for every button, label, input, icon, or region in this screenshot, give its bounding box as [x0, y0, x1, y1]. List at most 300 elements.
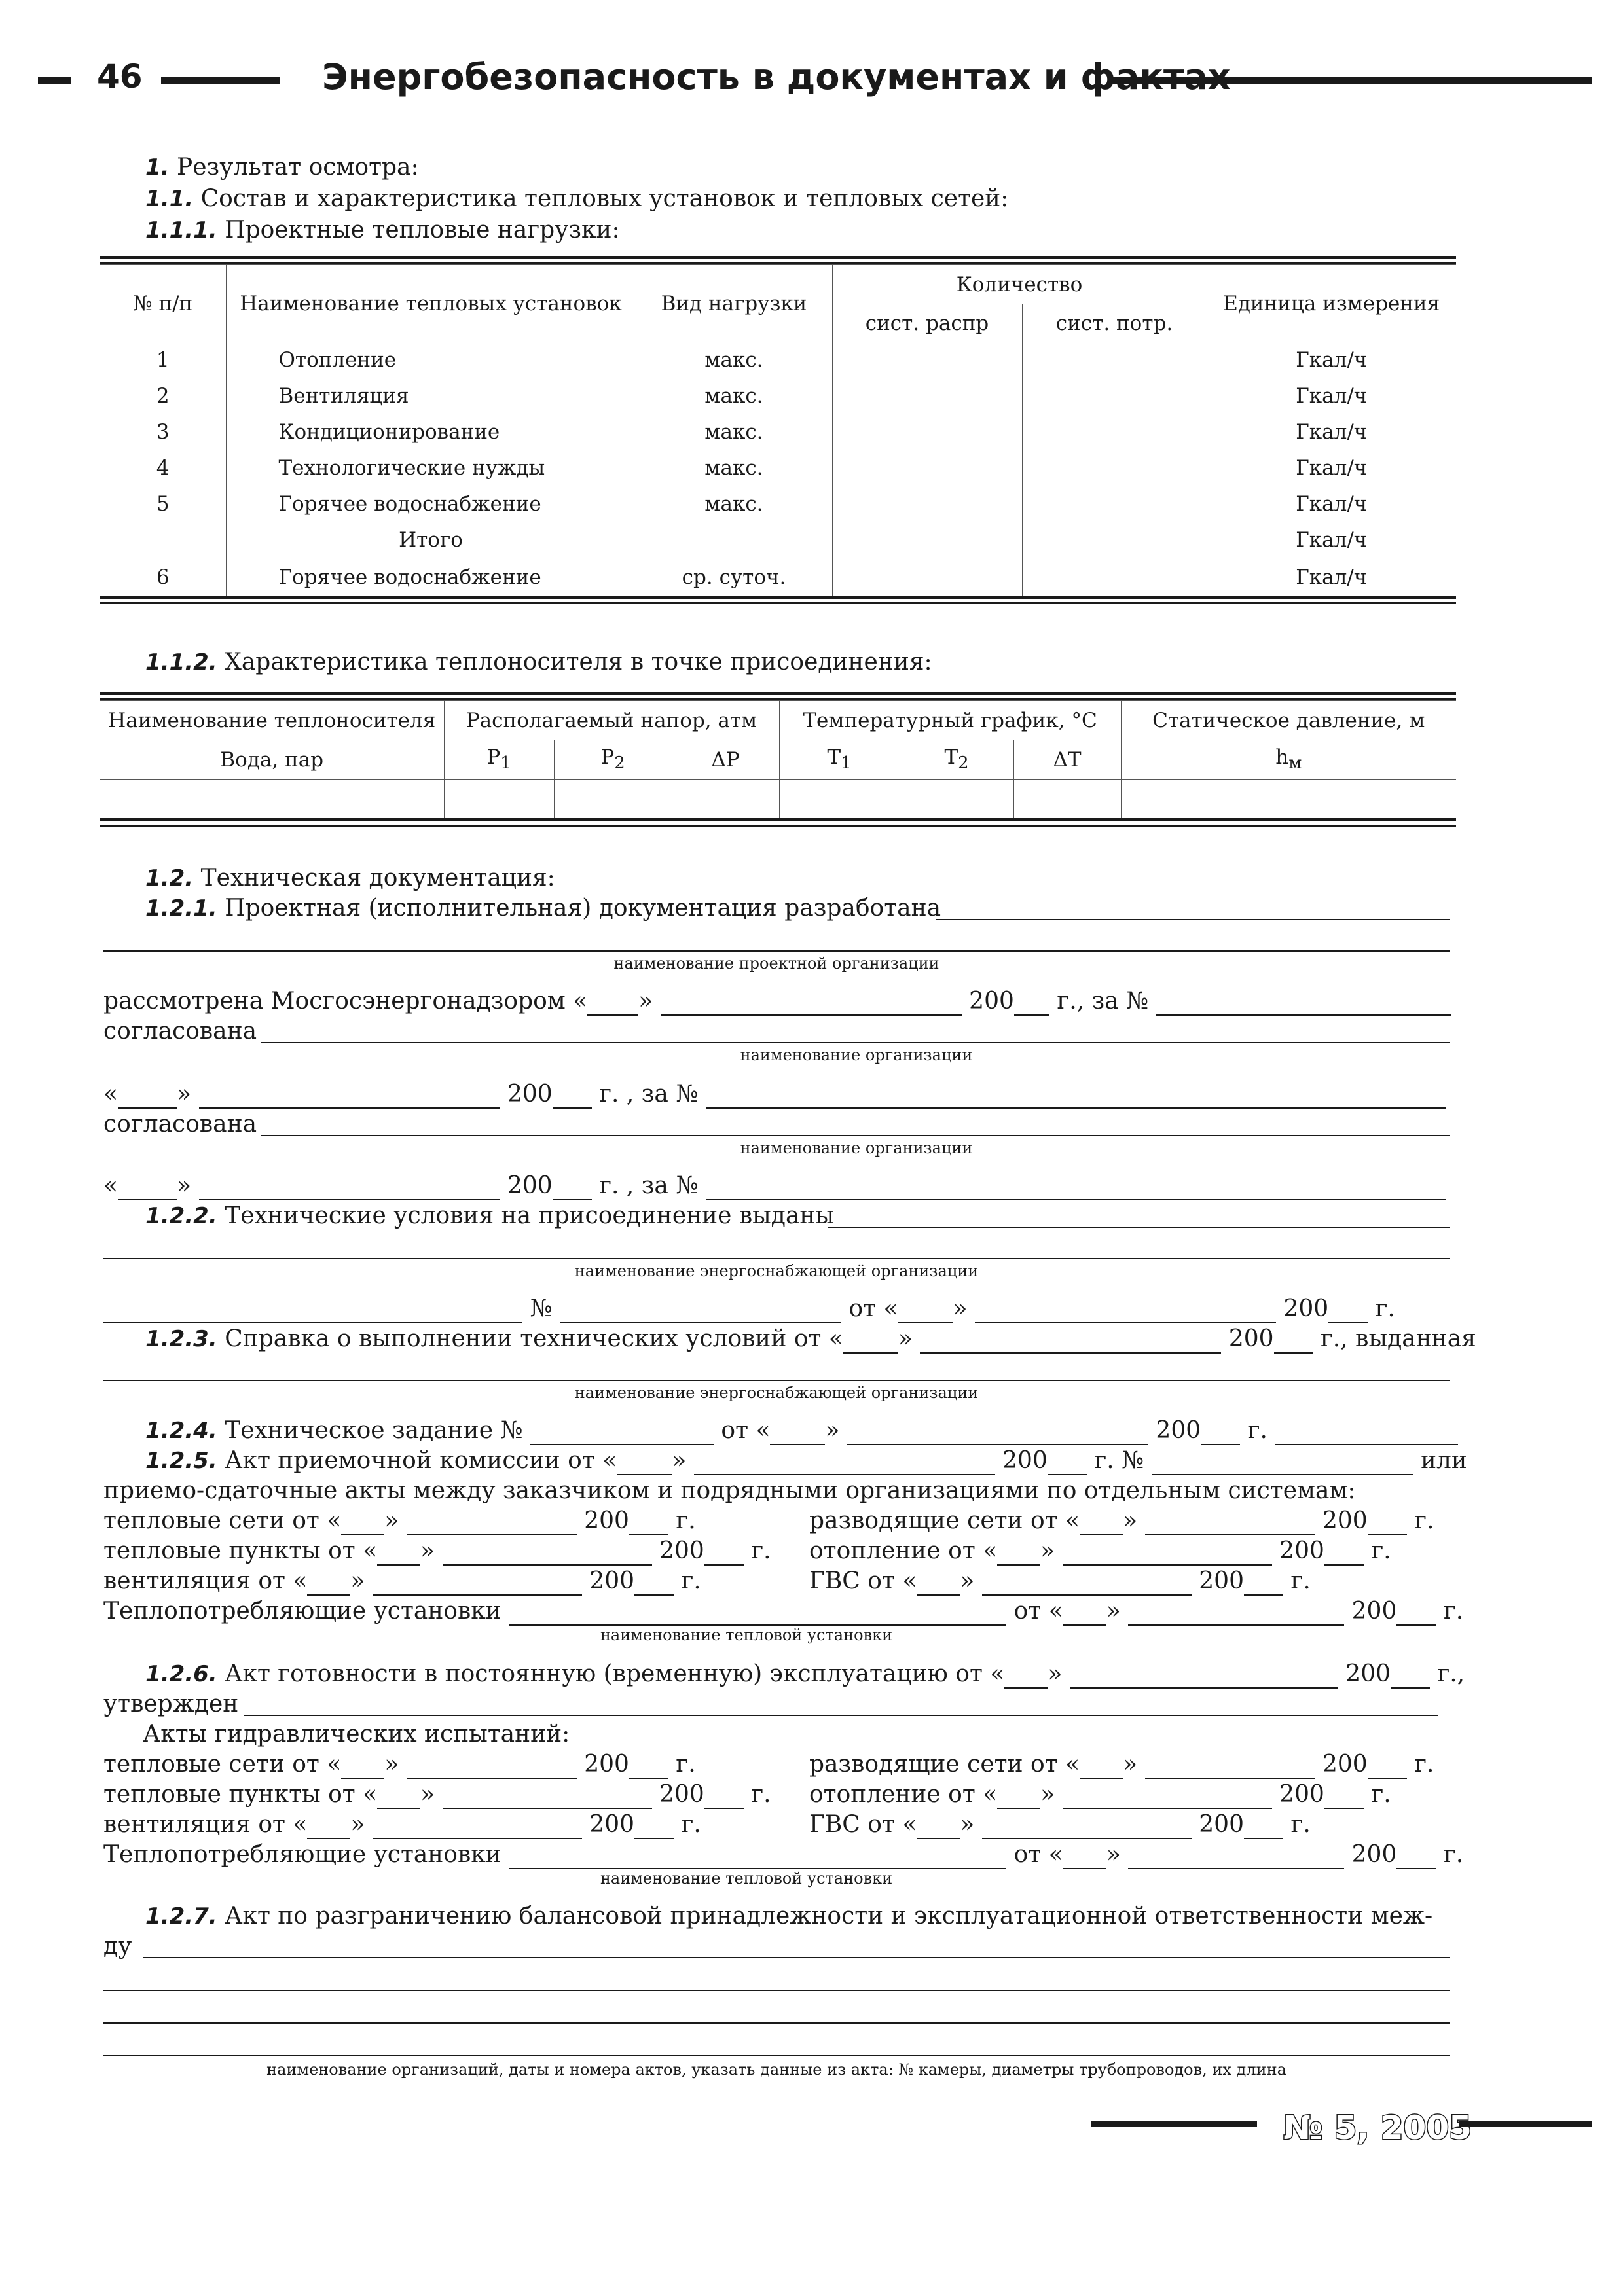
line-acceptance: приемо-сдаточные акты между заказчиком и подрядными организациями по отдельным системам:: [103, 1477, 1356, 1504]
line-heat-nets-2: [103, 1750, 696, 1779]
header-rule-left: [38, 77, 71, 84]
year-prefix: 200: [1322, 1751, 1368, 1778]
line-date-1: [103, 1080, 1446, 1109]
blank-year[interactable]: [634, 1572, 674, 1596]
blank-month[interactable]: [1128, 1602, 1344, 1626]
caption-project-org: наименование проектной организации: [613, 954, 939, 973]
blank-month[interactable]: [199, 1085, 500, 1109]
header-rule-right: [1113, 77, 1592, 84]
cell-empty: [554, 780, 672, 819]
table2-bottom-rule: [100, 818, 1456, 827]
blank-energy-org-2[interactable]: [103, 1380, 1450, 1381]
blank-month[interactable]: [443, 1542, 652, 1566]
heading-1: [145, 153, 419, 182]
table1-top-rule: [100, 256, 1456, 264]
blank-month[interactable]: [407, 1755, 577, 1779]
ventilation-label: вентиляция от «: [103, 1568, 308, 1594]
agreed-label: согласована: [103, 1018, 257, 1045]
table1-bottom-rule: [100, 596, 1456, 604]
quote-close: »: [350, 1811, 365, 1838]
cell-t2: [900, 740, 1013, 780]
col-header-sys-dist: сист. распр: [832, 304, 1022, 342]
blank-year[interactable]: [1368, 1755, 1407, 1779]
blank-number[interactable]: [1156, 992, 1451, 1016]
caption-installation-2: наименование тепловой установки: [600, 1869, 893, 1888]
table-row: [100, 414, 1456, 450]
cell-unit: Гкал/ч: [1207, 486, 1456, 522]
blank-month[interactable]: [1128, 1846, 1344, 1869]
col-header-num: № п/п: [100, 265, 226, 342]
cell-name: Итого: [226, 522, 636, 558]
t-symbol: T: [827, 745, 841, 770]
blank-day[interactable]: [997, 1542, 1040, 1566]
blank-year[interactable]: [634, 1816, 674, 1839]
blank-agreed-2[interactable]: [261, 1135, 1450, 1136]
quote-close: »: [1123, 1751, 1138, 1778]
line-agreed-1: [103, 1017, 257, 1046]
gvs-label: ГВС от «: [809, 1568, 917, 1594]
t2-subscript: 2: [958, 753, 969, 774]
blank-month[interactable]: [1063, 1785, 1272, 1809]
line-gvs: [809, 1567, 1311, 1596]
cell-empty: [672, 780, 779, 819]
blank-installation[interactable]: [509, 1602, 1006, 1626]
blank-day[interactable]: [917, 1816, 960, 1839]
col-header-load-type: Вид нагрузки: [636, 265, 832, 342]
blank-month[interactable]: [443, 1785, 652, 1809]
g-label: г.: [1414, 1751, 1434, 1778]
line-heating: [809, 1537, 1391, 1566]
cell-type: ср. суточ.: [636, 558, 832, 596]
quote-close: »: [1123, 1507, 1138, 1534]
blank-month[interactable]: [199, 1177, 500, 1200]
year-prefix: 200: [1351, 1598, 1397, 1624]
p1-subscript: 1: [500, 753, 511, 774]
cell-num: 4: [100, 450, 226, 486]
col-header-sys-cons: сист. потр.: [1022, 304, 1207, 342]
line-tu-number: [103, 1295, 1395, 1323]
cell-name: Технологические нужды: [226, 450, 636, 486]
g-issued-label: г., выданная: [1320, 1325, 1476, 1352]
heading-1-2-5-text: Акт приемочной комиссии от «: [225, 1447, 617, 1474]
cell-cons: [1022, 450, 1207, 486]
blank-day[interactable]: [1063, 1602, 1106, 1626]
table-row: [100, 558, 1456, 596]
line-1-2-2: [145, 1202, 834, 1230]
t1-subscript: 1: [841, 753, 852, 774]
g-za-label: г., за №: [1057, 988, 1149, 1014]
cell-name: Вентиляция: [226, 378, 636, 414]
g-label: г.: [1414, 1507, 1434, 1534]
year-prefix: 200: [589, 1568, 635, 1594]
blank-year[interactable]: [704, 1785, 744, 1809]
blank-month[interactable]: [982, 1816, 1192, 1839]
heading-1-2: [145, 864, 555, 893]
h-symbol: h: [1275, 745, 1289, 770]
quote-close: »: [953, 1295, 968, 1322]
heating-label: отопление от «: [809, 1537, 998, 1564]
line-heat-points: [103, 1537, 771, 1566]
heat-loads-table: [100, 264, 1456, 596]
page-number: 46: [97, 58, 143, 96]
heading-1-1-text: Состав и характеристика тепловых установок и тепловых сетей:: [200, 185, 1009, 212]
cell-cons: [1022, 486, 1207, 522]
blank-month[interactable]: [982, 1572, 1192, 1596]
cell-type: макс.: [636, 486, 832, 522]
cell-dist: [832, 378, 1022, 414]
line-heat-nets: [103, 1507, 696, 1535]
blank-tu-issued[interactable]: [828, 1227, 1450, 1228]
line-1-2-5: [145, 1446, 1467, 1475]
cell-type: макс.: [636, 378, 832, 414]
year-prefix: 200: [659, 1781, 704, 1808]
blank-project-org[interactable]: [103, 950, 1450, 952]
quote-close: »: [420, 1781, 435, 1808]
blank-org[interactable]: [103, 1300, 522, 1323]
year-prefix: 200: [1283, 1295, 1329, 1322]
blank-month[interactable]: [694, 1452, 995, 1475]
blank-day[interactable]: [341, 1512, 384, 1535]
cell-dist: [832, 486, 1022, 522]
blank-day[interactable]: [617, 1452, 672, 1475]
cell-unit: Гкал/ч: [1207, 450, 1456, 486]
line-1-2-6: [145, 1660, 1465, 1689]
heading-1-2-7-number: 1.2.7.: [145, 1903, 217, 1929]
cell-num: 3: [100, 414, 226, 450]
blank-day[interactable]: [377, 1785, 420, 1809]
line-date-2: [103, 1172, 1446, 1200]
cell-name: Отопление: [226, 342, 636, 378]
line-dist-nets: [809, 1507, 1434, 1535]
blank-extra[interactable]: [1275, 1422, 1458, 1445]
blank-number[interactable]: [530, 1422, 714, 1445]
blank-agreed-1[interactable]: [261, 1042, 1450, 1043]
blank-day[interactable]: [997, 1785, 1040, 1809]
cell-dist: [832, 342, 1022, 378]
line-ventilation: [103, 1567, 701, 1596]
blank-balance-1[interactable]: [143, 1957, 1450, 1958]
g-label: г.: [1290, 1811, 1311, 1838]
blank-year[interactable]: [1048, 1452, 1087, 1475]
cell-num: [100, 522, 226, 558]
blank-year[interactable]: [553, 1085, 592, 1109]
blank-month[interactable]: [1063, 1542, 1272, 1566]
cell-empty: [444, 780, 554, 819]
cell-dt: ΔT: [1013, 740, 1121, 780]
cell-unit: Гкал/ч: [1207, 342, 1456, 378]
table-row: [100, 378, 1456, 414]
cell-cons: [1022, 414, 1207, 450]
line-1-2-3: [145, 1325, 1476, 1354]
heat-nets-label: тепловые сети от «: [103, 1507, 342, 1534]
caption-energy-org-1: наименование энергоснабжающей организации: [574, 1262, 979, 1280]
line-consumers-1: [103, 1597, 1463, 1626]
cell-cons: [1022, 558, 1207, 596]
blank-month[interactable]: [1145, 1755, 1315, 1779]
from-label: от «: [721, 1417, 771, 1444]
consumers-label: Теплопотребляющие установки: [103, 1598, 501, 1624]
year-prefix: 200: [1279, 1781, 1324, 1808]
g-label: г.: [1375, 1295, 1395, 1322]
line-ventilation-2: [103, 1810, 701, 1839]
blank-number[interactable]: [560, 1300, 841, 1323]
year-prefix: 200: [584, 1751, 629, 1778]
blank-year[interactable]: [1324, 1785, 1364, 1809]
blank-year[interactable]: [1324, 1542, 1364, 1566]
line-heating-2: [809, 1780, 1391, 1809]
quote-close: »: [177, 1172, 192, 1199]
consumers-label: Теплопотребляющие установки: [103, 1841, 501, 1868]
g-no-label: г. №: [1094, 1447, 1144, 1474]
blank-year[interactable]: [1274, 1330, 1313, 1354]
g-label: г.: [681, 1568, 701, 1594]
heading-1-text: Результат осмотра:: [177, 154, 419, 181]
blank-year[interactable]: [553, 1177, 592, 1200]
year-prefix: 200: [1002, 1447, 1048, 1474]
table2-top-rule: [100, 692, 1456, 700]
coolant-table: [100, 700, 1456, 819]
g-label: г.: [1290, 1568, 1311, 1594]
year-prefix: 200: [1279, 1537, 1324, 1564]
heading-1-2-2-text: Технические условия на присоединение выданы: [225, 1202, 835, 1229]
cell-empty: [779, 780, 900, 819]
heading-1-1-1-text: Проектные тепловые нагрузки:: [225, 217, 620, 243]
cell-dist: [832, 414, 1022, 450]
heading-1-2-5-number: 1.2.5.: [145, 1448, 217, 1474]
col-header-quantity: Количество: [832, 265, 1207, 304]
heading-1-1: [145, 185, 1008, 213]
p-symbol: P: [486, 745, 501, 770]
blank-year[interactable]: [1396, 1846, 1436, 1869]
cell-num: 2: [100, 378, 226, 414]
cell-dist: [832, 450, 1022, 486]
g-za-label: г. , за №: [599, 1172, 699, 1199]
from-label: от «: [1013, 1841, 1063, 1868]
blank-year[interactable]: [629, 1512, 668, 1535]
table-row: [100, 780, 1456, 819]
blank-day[interactable]: [118, 1177, 177, 1200]
blank-month[interactable]: [920, 1330, 1221, 1354]
heading-1-2-number: 1.2.: [145, 865, 194, 891]
g-label: г.: [1371, 1781, 1391, 1808]
col-header-unit: Единица измерения: [1207, 265, 1456, 342]
cell-dist: [832, 558, 1022, 596]
blank-month[interactable]: [975, 1300, 1276, 1323]
blank-installation[interactable]: [509, 1846, 1006, 1869]
blank-day[interactable]: [917, 1572, 960, 1596]
blank-month[interactable]: [1070, 1665, 1338, 1689]
approved-label: утвержден: [103, 1691, 239, 1717]
blank-day[interactable]: [587, 992, 638, 1016]
heading-1-2-1-number: 1.2.1.: [145, 895, 217, 922]
quote-close: »: [420, 1537, 435, 1564]
year-prefix: 200: [1156, 1417, 1201, 1444]
blank-approved[interactable]: [244, 1715, 1438, 1716]
footer-rule-right: [1459, 2121, 1592, 2127]
col-header-static: Статическое давление, м: [1121, 701, 1456, 740]
from-label: от «: [1013, 1598, 1063, 1624]
heading-1-2-2-number: 1.2.2.: [145, 1203, 217, 1229]
line-1-2-1: [145, 894, 941, 923]
blank-year[interactable]: [1396, 1602, 1436, 1626]
year-prefix: 200: [1322, 1507, 1368, 1534]
year-prefix: 200: [1199, 1811, 1244, 1838]
issue-number: № 5, 2005: [1283, 2109, 1472, 2147]
g-label: г.: [751, 1537, 771, 1564]
blank-year[interactable]: [1368, 1512, 1407, 1535]
open-quote: «: [103, 1081, 119, 1107]
dist-nets-label: разводящие сети от «: [809, 1751, 1080, 1778]
blank-month[interactable]: [847, 1422, 1148, 1445]
heading-1-1-number: 1.1.: [145, 186, 194, 212]
p2-subscript: 2: [614, 753, 625, 774]
heading-1-1-2: [145, 648, 932, 677]
cell-unit: Гкал/ч: [1207, 558, 1456, 596]
g-label: г.: [1443, 1598, 1464, 1624]
col-header-name: Наименование тепловых установок: [226, 265, 636, 342]
blank-month[interactable]: [407, 1512, 577, 1535]
line-1-2-4: [145, 1416, 1458, 1445]
line-dist-nets-2: [809, 1750, 1434, 1779]
blank-year[interactable]: [629, 1755, 668, 1779]
heading-1-2-4-text: Техническое задание №: [225, 1417, 523, 1444]
cell-name: Кондиционирование: [226, 414, 636, 450]
cell-unit: Гкал/ч: [1207, 378, 1456, 414]
blank-day[interactable]: [307, 1572, 350, 1596]
blank-month[interactable]: [1145, 1512, 1315, 1535]
year-prefix: 200: [659, 1537, 704, 1564]
heat-points-label: тепловые пункты от «: [103, 1781, 378, 1808]
blank-project-dev[interactable]: [936, 919, 1450, 920]
blank-year[interactable]: [1328, 1300, 1368, 1323]
heading-1-2-1-text: Проектная (исполнительная) документация разработана: [225, 895, 941, 922]
cell-name: Горячее водоснабжение: [226, 486, 636, 522]
blank-number[interactable]: [1152, 1452, 1413, 1475]
blank-day[interactable]: [770, 1422, 825, 1445]
blank-energy-org-1[interactable]: [103, 1258, 1450, 1259]
blank-day[interactable]: [377, 1542, 420, 1566]
cell-type: макс.: [636, 450, 832, 486]
cell-name: Горячее водоснабжение: [226, 558, 636, 596]
year-prefix: 200: [507, 1172, 553, 1199]
blank-month[interactable]: [373, 1816, 582, 1839]
heading-1-2-6-number: 1.2.6.: [145, 1661, 217, 1687]
no-label: №: [530, 1295, 553, 1322]
heating-label: отопление от «: [809, 1781, 998, 1808]
year-prefix: 200: [969, 988, 1014, 1014]
t-symbol: T: [944, 745, 958, 770]
line-consumers-2: [103, 1840, 1463, 1869]
blank-number[interactable]: [706, 1177, 1446, 1200]
blank-month[interactable]: [373, 1572, 582, 1596]
footer-rule-left: [1091, 2121, 1257, 2127]
heading-1-2-4-number: 1.2.4.: [145, 1418, 217, 1444]
year-prefix: 200: [507, 1081, 553, 1107]
line-agreed-2: [103, 1110, 257, 1139]
cell-num: 5: [100, 486, 226, 522]
caption-final: наименование организаций, даты и номера актов, указать данные из акта: № камеры, диаметры трубопроводов, их длина: [266, 2060, 1286, 2079]
g-za-label: г. , за №: [599, 1081, 699, 1107]
cell-type: макс.: [636, 414, 832, 450]
table-row: [100, 450, 1456, 486]
heading-1-2-7-text: Акт по разграничению балансовой принадлежности и эксплуатационной ответственности меж-: [225, 1903, 1433, 1929]
g-label: г.: [1443, 1841, 1464, 1868]
reviewed-label: рассмотрена Мосгосэнергонадзором «: [103, 988, 588, 1014]
cell-empty: [1013, 780, 1121, 819]
blank-year[interactable]: [1014, 992, 1049, 1016]
journal-title: Энергобезопасность в документах и фактах: [322, 56, 1231, 98]
heading-1-2-3-text: Справка о выполнении технических условий от «: [225, 1325, 843, 1352]
quote-close: »: [350, 1568, 365, 1594]
blank-year[interactable]: [704, 1542, 744, 1566]
p-symbol: P: [600, 745, 615, 770]
quote-close: »: [960, 1568, 975, 1594]
quote-close: »: [825, 1417, 840, 1444]
agreed-label: согласована: [103, 1111, 257, 1138]
caption-installation-1: наименование тепловой установки: [600, 1626, 893, 1644]
table-row: [100, 486, 1456, 522]
blank-day[interactable]: [843, 1330, 898, 1354]
blank-year[interactable]: [1244, 1572, 1283, 1596]
blank-day[interactable]: [341, 1755, 384, 1779]
caption-org-1: наименование организации: [740, 1046, 973, 1064]
blank-month[interactable]: [661, 992, 962, 1016]
year-prefix: 200: [1345, 1660, 1391, 1687]
line-hydraulic: Акты гидравлических испытаний:: [143, 1721, 570, 1748]
quote-close: »: [960, 1811, 975, 1838]
blank-day[interactable]: [898, 1300, 953, 1323]
line-approved: [103, 1690, 238, 1719]
or-label: или: [1421, 1447, 1467, 1474]
blank-year[interactable]: [1201, 1422, 1240, 1445]
quote-close: »: [1106, 1598, 1121, 1624]
blank-day[interactable]: [1063, 1846, 1106, 1869]
blank-balance-2[interactable]: [103, 1990, 1450, 1991]
cell-empty: [1121, 780, 1456, 819]
blank-day[interactable]: [307, 1816, 350, 1839]
cell-p2: [554, 740, 672, 780]
cell-type: макс.: [636, 342, 832, 378]
table-row: [100, 342, 1456, 378]
open-quote: «: [103, 1172, 119, 1199]
quote-close: »: [1048, 1660, 1063, 1687]
cell-cons: [1022, 342, 1207, 378]
heading-1-number: 1.: [145, 154, 170, 181]
caption-org-2: наименование организации: [740, 1139, 973, 1157]
blank-day[interactable]: [1080, 1512, 1123, 1535]
blank-year[interactable]: [1391, 1665, 1430, 1689]
line-reviewed: [103, 987, 1451, 1016]
blank-year[interactable]: [1244, 1816, 1283, 1839]
cell-cons: [1022, 378, 1207, 414]
cell-type: [636, 522, 832, 558]
header-rule-mid: [161, 77, 280, 84]
heading-1-2-text: Техническая документация:: [200, 865, 555, 891]
year-prefix: 200: [1199, 1568, 1244, 1594]
blank-balance-4[interactable]: [103, 2055, 1450, 2056]
dist-nets-label: разводящие сети от «: [809, 1507, 1080, 1534]
blank-number[interactable]: [706, 1085, 1446, 1109]
blank-day[interactable]: [1080, 1755, 1123, 1779]
blank-balance-3[interactable]: [103, 2022, 1450, 2024]
cell-dp: ΔP: [672, 740, 779, 780]
line-du: [103, 1932, 132, 1961]
cell-t1: [779, 740, 900, 780]
cell-unit: Гкал/ч: [1207, 414, 1456, 450]
blank-day[interactable]: [1004, 1665, 1048, 1689]
blank-day[interactable]: [118, 1085, 177, 1109]
line-heat-points-2: [103, 1780, 771, 1809]
